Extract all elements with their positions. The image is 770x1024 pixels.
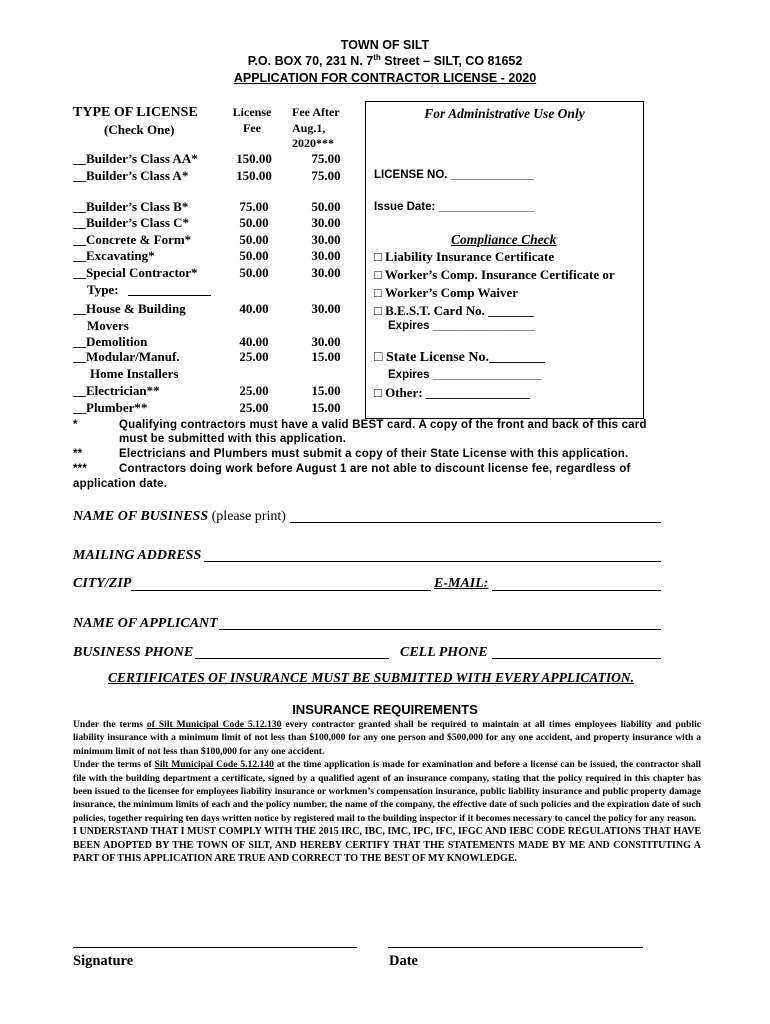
fee-concrete-form: 50.00	[239, 232, 269, 247]
other-label: Other: ________________	[385, 385, 530, 400]
fee-after-demolition: 30.00	[311, 334, 341, 349]
license-fee-header-1: License	[232, 105, 272, 119]
fee-builders-a: 150.00	[236, 168, 272, 183]
note-mark-2: **	[73, 448, 83, 460]
checkbox-icon: □	[374, 267, 382, 282]
certificates-notice: CERTIFICATES OF INSURANCE MUST BE SUBMITTED WITH EVERY APPLICATION.	[107, 670, 635, 685]
license-option-builders-b[interactable]: __Builder’s Class B*	[73, 199, 189, 214]
license-option-plumber[interactable]: __Plumber**	[73, 400, 148, 415]
special-contractor-type-input[interactable]	[128, 295, 211, 296]
signature-input[interactable]	[73, 947, 357, 948]
note-3-line-2: application date.	[73, 478, 168, 490]
fee-modular: 25.00	[239, 349, 269, 364]
fee-builders-aa: 150.00	[236, 151, 272, 166]
cell-phone-label: CELL PHONE	[400, 645, 488, 660]
fee-after-header-1: Fee After	[292, 105, 340, 119]
business-name-label	[73, 509, 286, 525]
compliance-workers-comp-waiver	[374, 285, 518, 301]
business-name-input[interactable]	[290, 522, 661, 523]
best-card-label: B.E.S.T. Card No. _______	[385, 303, 534, 318]
mailing-address-input[interactable]	[204, 561, 661, 562]
applicant-name-input[interactable]	[219, 629, 661, 630]
fee-after-excavating: 30.00	[311, 248, 341, 263]
license-option-house-movers[interactable]: __House & Building	[73, 301, 186, 316]
code-5-12-140-link: Silt Municipal Code 5.12.140	[154, 759, 274, 771]
admin-license-no: LICENSE NO. _____________	[374, 169, 534, 181]
p1-pre: Under the terms	[73, 719, 147, 730]
code-5-12-130-link: of Silt Municipal Code 5.12.130	[146, 719, 282, 730]
compliance-state-license	[374, 350, 545, 366]
p1-post: every contractor granted shall be required to maintain at all times employees liability and public liability insurance with a minimum limit of not less than $100,000 for any one person and $500,000 for any one accident, and property insurance with a minimum limit of not less than $100,000 for any one accident.	[73, 719, 701, 757]
state-license-label: State License No.________	[385, 350, 546, 365]
p2-post: at the time application is made for examination and before a license can be issued, the contractor shall file with the building department a certificate, signed by a qualified agent of an insurance company, stating that the policy required in this chapter has been issued to the licensee for employees liability insurance or workmen’s compensation insurance, public liability insurance and public property damage insurance, the minimum limits of each and the policy number, the name of the company, the effective date of such policies and the expiration date of such policies, together requiring ten days written notice by registered mail to the building inspector if it becomes necessary to cancel the policy for any reason.	[73, 759, 701, 824]
note-3-line-1: Contractors doing work before August 1 are not able to discount license fee, regardless of	[119, 463, 631, 475]
license-option-modular[interactable]: __Modular/Manuf.	[73, 349, 180, 364]
fee-excavating: 50.00	[239, 248, 269, 263]
license-option-builders-c[interactable]: __Builder’s Class C*	[73, 215, 190, 230]
address-rest: Street – SILT, CO 81652	[380, 54, 523, 69]
fee-after-house-movers: 30.00	[311, 301, 341, 316]
house-movers-continued: Movers	[87, 318, 129, 333]
insurance-paragraph-2	[73, 758, 701, 825]
business-name-hint: (please print)	[208, 509, 286, 524]
application-title: APPLICATION FOR CONTRACTOR LICENSE - 2020	[233, 71, 537, 85]
fee-builders-c: 50.00	[239, 215, 269, 230]
license-option-builders-a[interactable]: __Builder’s Class A*	[73, 168, 189, 183]
cell-phone-input[interactable]	[492, 658, 661, 659]
type-of-license-header: TYPE OF LICENSE	[73, 105, 198, 120]
fee-house-movers: 40.00	[239, 301, 269, 316]
workers-comp-waiver-label: Worker’s Comp Waiver	[384, 285, 518, 300]
note-mark-3: ***	[73, 463, 88, 475]
business-phone-input[interactable]	[195, 658, 389, 659]
city-zip-input[interactable]	[131, 590, 431, 591]
fee-after-special-contractor: 30.00	[311, 265, 341, 280]
fee-after-plumber: 15.00	[311, 400, 341, 415]
best-card-expires: Expires ________________	[388, 320, 536, 332]
compliance-liability	[374, 249, 554, 265]
workers-comp-cert-label: Worker’s Comp. Insurance Certificate or	[384, 267, 615, 282]
fee-after-builders-c: 30.00	[311, 215, 341, 230]
fee-after-modular: 15.00	[311, 349, 341, 364]
state-license-expires: Expires _________________	[388, 369, 542, 381]
business-phone-label: BUSINESS PHONE	[73, 645, 194, 660]
license-option-demolition[interactable]: __Demolition	[73, 334, 148, 349]
note-2: Electricians and Plumbers must submit a copy of their State License with this application.	[119, 448, 629, 460]
checkbox-icon: □	[374, 385, 382, 400]
address-main: P.O. BOX 70, 231 N. 7	[247, 54, 374, 69]
signature-label: Signature	[73, 953, 134, 969]
insurance-paragraph-1	[73, 718, 701, 758]
fee-electrician: 25.00	[239, 383, 269, 398]
town-address	[0, 53, 770, 68]
compliance-check-title: Compliance Check	[451, 232, 557, 247]
fee-after-builders-aa: 75.00	[311, 151, 341, 166]
insurance-text	[73, 718, 701, 865]
town-name: TOWN OF SILT	[340, 38, 430, 52]
fee-after-concrete-form: 30.00	[311, 232, 341, 247]
date-label: Date	[389, 953, 418, 969]
email-input[interactable]	[492, 590, 661, 591]
certification-paragraph: I UNDERSTAND THAT I MUST COMPLY WITH THE 2015 IRC, IBC, IMC, IPC, IFC, IFGC AND IEBC CODE REGULATIONS THAT HAVE BEEN ADOPTED BY THE TOWN OF SILT, AND HEREBY CERTIFY THAT THE STATEMENTS MADE BY ME AND CONSTITUTING A PART OF THIS APPLICATION ARE TRUE AND CORRECT TO THE BEST OF MY KNOWLEDGE.	[73, 826, 701, 865]
license-option-electrician[interactable]: __Electrician**	[73, 383, 160, 398]
applicant-name-label: NAME OF APPLICANT	[73, 616, 218, 631]
license-option-concrete-form[interactable]: __Concrete & Form*	[73, 232, 192, 247]
fee-after-electrician: 15.00	[311, 383, 341, 398]
business-name-text: NAME OF BUSINESS	[73, 509, 209, 524]
check-one-header: (Check One)	[104, 122, 175, 137]
compliance-other	[374, 385, 530, 401]
license-option-excavating[interactable]: __Excavating*	[73, 248, 155, 263]
email-label: E-MAIL:	[434, 576, 489, 591]
note-mark-1: *	[73, 419, 78, 431]
fee-builders-b: 75.00	[239, 199, 269, 214]
note-1-line-1: Qualifying contractors must have a valid BEST card. A copy of the front and back of this card	[119, 419, 647, 431]
fee-special-contractor: 50.00	[239, 265, 269, 280]
city-zip-label: CITY/ZIP	[73, 576, 132, 591]
insurance-heading: INSURANCE REQUIREMENTS	[292, 702, 478, 717]
license-option-builders-aa[interactable]: __Builder’s Class AA*	[73, 151, 198, 166]
note-1-line-2: must be submitted with this application.	[119, 433, 347, 445]
special-contractor-type-label: Type:	[87, 282, 119, 297]
fee-plumber: 25.00	[239, 400, 269, 415]
license-fee-header-2: Fee	[243, 121, 261, 135]
fee-demolition: 40.00	[239, 334, 269, 349]
liability-label: Liability Insurance Certificate	[385, 249, 555, 264]
compliance-workers-comp-cert	[374, 267, 615, 283]
fee-after-builders-b: 50.00	[311, 199, 341, 214]
admin-issue-date: Issue Date: _______________	[374, 201, 535, 213]
mailing-address-label: MAILING ADDRESS	[73, 548, 202, 563]
license-option-special-contractor[interactable]: __Special Contractor*	[73, 265, 198, 280]
checkbox-icon: □	[374, 249, 382, 264]
fee-after-builders-a: 75.00	[311, 168, 341, 183]
admin-title: For Administrative Use Only	[424, 106, 585, 121]
checkbox-icon: □	[374, 350, 383, 365]
address-sup: th	[373, 53, 381, 62]
p2-pre: Under the terms of	[73, 759, 155, 771]
date-input[interactable]	[388, 947, 643, 948]
checkbox-icon: □	[374, 303, 382, 318]
checkbox-icon: □	[374, 285, 382, 300]
modular-continued: Home Installers	[90, 366, 179, 381]
compliance-best-card	[374, 303, 534, 319]
fee-after-header-2: Aug.1,	[292, 121, 326, 135]
fee-after-header-3: 2020***	[292, 136, 334, 150]
